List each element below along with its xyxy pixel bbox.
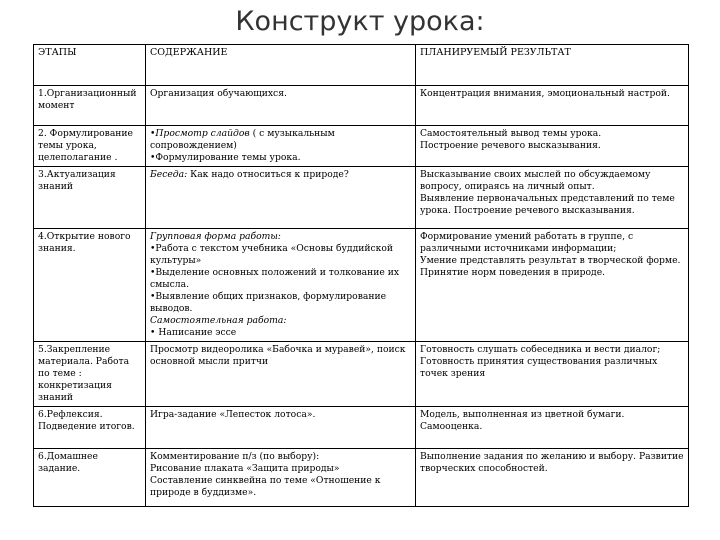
result-cell: [416, 342, 689, 407]
stage-cell: [34, 449, 146, 507]
content-cell: [146, 167, 416, 229]
result-text: Высказывание своих мыслей по обсуждаемому вопросу, опираясь на личный опыт.: [420, 169, 651, 192]
content-italic-text: Беседа:: [150, 169, 188, 180]
stage-cell: [34, 167, 146, 229]
content-italic-text: Групповая форма работы:: [150, 231, 281, 242]
table-row: [34, 126, 689, 167]
content-line: [150, 451, 411, 463]
content-line: [150, 315, 411, 327]
content-text: •Работа с текстом учебника «Основы буддийской культуры»: [150, 243, 394, 266]
content-text: Игра-задание «Лепесток лотоса».: [150, 409, 316, 420]
stage-cell: [34, 407, 146, 449]
result-text: Модель, выполненная из цветной бумаги. Самооценка.: [420, 409, 625, 432]
result-cell: [416, 167, 689, 229]
content-text: Рисование плаката «Защита природы»: [150, 463, 340, 474]
content-line: [150, 344, 411, 368]
content-cell: [146, 407, 416, 449]
stage-cell: [34, 342, 146, 407]
result-cell: [416, 86, 689, 126]
content-line: [150, 409, 411, 421]
table-row: [34, 449, 689, 507]
content-cell: [146, 342, 416, 407]
content-line: [150, 475, 411, 499]
content-text: Организация обучающихся.: [150, 88, 287, 99]
content-text: •Выявление общих признаков, формулирование выводов.: [150, 291, 387, 314]
stage-cell: [34, 86, 146, 126]
content-text: Комментирование п/з (по выбору):: [150, 451, 320, 462]
result-text: Самостоятельный вывод темы урока.: [420, 128, 602, 139]
content-line: [150, 327, 411, 339]
content-line: [150, 267, 411, 291]
result-text: Формирование умений работать в группе, с различными источниками информации;: [420, 231, 634, 254]
content-text: •Формулирование темы урока.: [150, 152, 301, 163]
result-text: Концентрация внимания, эмоциональный настрой.: [420, 88, 670, 99]
result-cell: [416, 407, 689, 449]
content-cell: [146, 229, 416, 342]
result-text: Принятие норм поведения в природе.: [420, 267, 606, 278]
content-italic-text: Самостоятельная работа:: [150, 315, 287, 326]
table-row: [34, 86, 689, 126]
result-text: Выполнение задания по желанию и выбору. Развитие творческих способностей.: [420, 451, 684, 474]
content-line: [150, 128, 411, 152]
content-text: • Написание эссе: [150, 327, 237, 338]
stage-text: 6.Домашнее задание.: [38, 451, 98, 474]
result-cell: [416, 229, 689, 342]
content-cell: [146, 126, 416, 167]
stage-text: 1.Организационный момент: [38, 88, 137, 111]
table-row: [34, 342, 689, 407]
lesson-plan-table: [33, 44, 689, 507]
result-text: Умение представлять результат в творческой форме.: [420, 255, 681, 266]
stage-cell: [34, 126, 146, 167]
table-row: [34, 229, 689, 342]
header-stages: ЭТАПЫ: [34, 45, 146, 86]
slide-title: Конструкт урока:: [235, 6, 485, 37]
table-row: [34, 407, 689, 449]
content-cell: [146, 449, 416, 507]
content-text: •Выделение основных положений и толкование их смысла.: [150, 267, 400, 290]
content-line: [150, 291, 411, 315]
stage-cell: [34, 229, 146, 342]
table-body: [34, 86, 689, 507]
stage-text: 5.Закрепление материала. Работа по теме : конкретизация знаний: [38, 344, 130, 403]
header-result: ПЛАНИРУЕМЫЙ РЕЗУЛЬТАТ: [416, 45, 689, 86]
stage-text: 4.Открытие нового знания.: [38, 231, 131, 254]
stage-text: 2. Формулирование темы урока, целеполагание .: [38, 128, 133, 163]
content-line: [150, 88, 411, 100]
content-line: [150, 152, 411, 164]
stage-text: 3.Актуализация знаний: [38, 169, 116, 192]
content-line: [150, 231, 411, 243]
result-cell: [416, 126, 689, 167]
content-line: [150, 243, 411, 267]
table-row: [34, 167, 689, 229]
content-text: Просмотр видеоролика «Бабочка и муравей», поиск основной мысли притчи: [150, 344, 406, 367]
result-text: Выявление первоначальных представлений по теме урока. Построение речевого высказывания.: [420, 193, 675, 216]
header-content: СОДЕРЖАНИЕ: [146, 45, 416, 86]
content-cell: [146, 86, 416, 126]
content-text: Как надо относиться к природе?: [187, 169, 349, 180]
content-line: [150, 169, 411, 181]
content-italic-text: •Просмотр слайдов: [150, 128, 250, 139]
result-text: Построение речевого высказывания.: [420, 140, 601, 151]
table-header-row: [34, 45, 689, 86]
content-text: Составление синквейна по теме «Отношение к природе в буддизме».: [150, 475, 381, 498]
stage-text: 6.Рефлексия. Подведение итогов.: [38, 409, 135, 432]
result-cell: [416, 449, 689, 507]
result-text: Готовность слушать собеседника и вести диалог; Готовность принятия существования различных точек зрения: [420, 344, 661, 379]
content-text: ( с музыкальным сопровождением): [150, 128, 335, 151]
content-line: [150, 463, 411, 475]
